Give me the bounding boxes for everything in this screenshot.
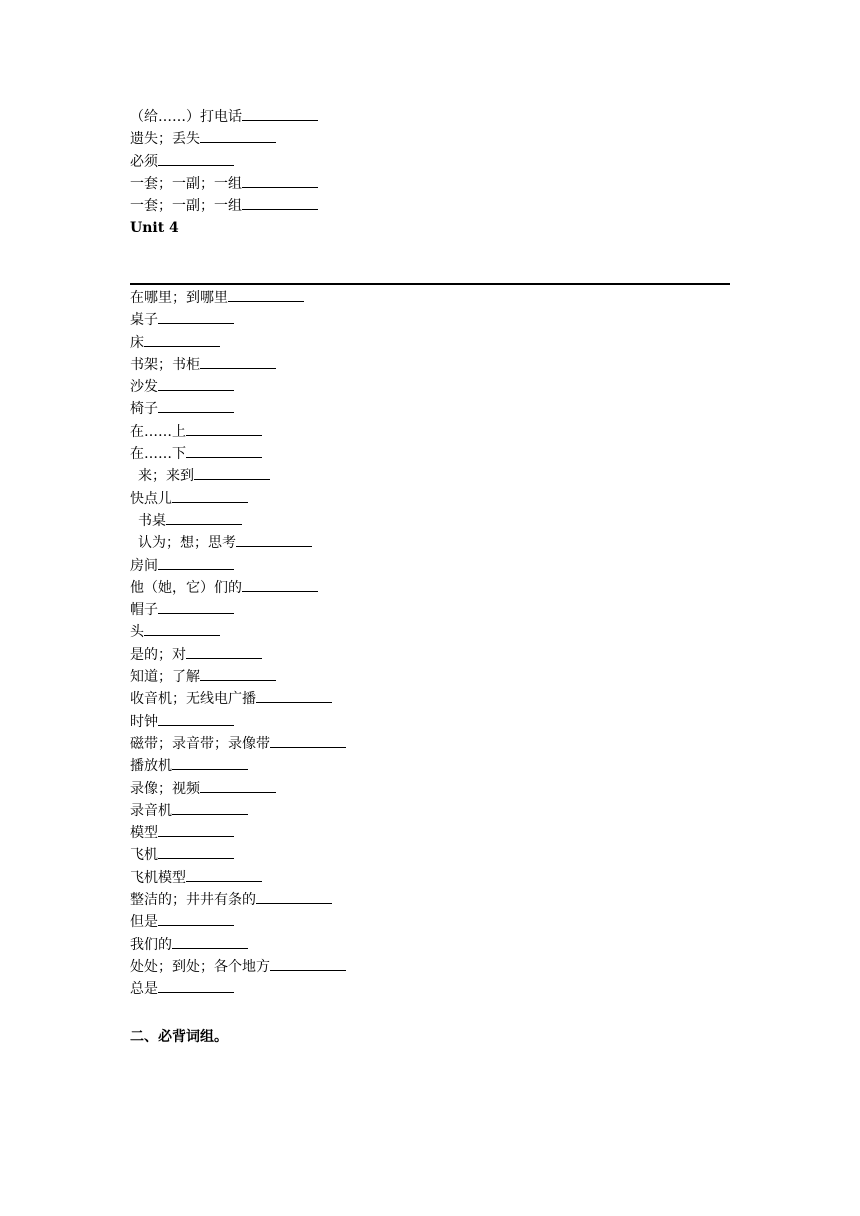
answer-blank[interactable]	[172, 489, 248, 503]
vocab-item: 床	[130, 332, 346, 354]
vocab-item: 遗失；丢失	[130, 128, 318, 150]
vocab-item: 知道；了解	[130, 666, 346, 688]
vocab-item: 书架；书柜	[130, 354, 346, 376]
vocab-item: 磁带；录音带；录像带	[130, 733, 346, 755]
vocab-item: 在哪里；到哪里	[130, 287, 346, 309]
answer-blank[interactable]	[166, 511, 242, 525]
answer-blank[interactable]	[172, 935, 248, 949]
vocab-item: 但是	[130, 911, 346, 933]
answer-blank[interactable]	[200, 779, 276, 793]
answer-blank[interactable]	[158, 152, 234, 166]
vocab-item: 一套；一副；一组	[130, 195, 318, 217]
vocab-item: 播放机	[130, 755, 346, 777]
answer-blank[interactable]	[158, 845, 234, 859]
answer-blank[interactable]	[186, 422, 262, 436]
section-heading: 二、必背词组。	[130, 1029, 228, 1045]
vocab-list-top	[130, 106, 318, 239]
vocab-item: 是的；对	[130, 644, 346, 666]
answer-blank[interactable]	[158, 600, 234, 614]
vocab-item: 房间	[130, 555, 346, 577]
answer-blank[interactable]	[270, 734, 346, 748]
vocab-item: 我们的	[130, 934, 346, 956]
answer-blank[interactable]	[242, 107, 318, 121]
vocab-item: 飞机模型	[130, 867, 346, 889]
vocab-item: 在……上	[130, 421, 346, 443]
vocab-item: 桌子	[130, 309, 346, 331]
answer-blank[interactable]	[158, 377, 234, 391]
vocab-item: 他（她，它）们的	[130, 577, 346, 599]
vocab-item: 沙发	[130, 376, 346, 398]
answer-blank[interactable]	[158, 979, 234, 993]
vocab-item: 录像；视频	[130, 778, 346, 800]
answer-blank[interactable]	[242, 174, 318, 188]
answer-blank[interactable]	[200, 667, 276, 681]
unit-heading: Unit 4	[130, 220, 179, 237]
vocab-list-unit4	[130, 287, 346, 1001]
answer-blank[interactable]	[200, 355, 276, 369]
answer-blank[interactable]	[186, 645, 262, 659]
answer-blank[interactable]	[228, 288, 304, 302]
answer-blank[interactable]	[256, 890, 332, 904]
vocab-item: （给……）打电话	[130, 106, 318, 128]
answer-blank[interactable]	[194, 466, 270, 480]
answer-blank[interactable]	[144, 622, 220, 636]
vocab-item: 时钟	[130, 711, 346, 733]
vocab-item: 收音机；无线电广播	[130, 688, 346, 710]
vocab-item: 模型	[130, 822, 346, 844]
answer-blank[interactable]	[158, 912, 234, 926]
vocab-item: 头	[130, 621, 346, 643]
vocab-item: 飞机	[130, 844, 346, 866]
vocab-item: 帽子	[130, 599, 346, 621]
answer-blank[interactable]	[144, 333, 220, 347]
answer-blank[interactable]	[158, 712, 234, 726]
answer-blank[interactable]	[270, 957, 346, 971]
answer-blank[interactable]	[158, 399, 234, 413]
answer-blank[interactable]	[186, 444, 262, 458]
vocab-item: 处处；到处；各个地方	[130, 956, 346, 978]
answer-blank[interactable]	[242, 578, 318, 592]
answer-blank[interactable]	[256, 689, 332, 703]
vocab-item: 在……下	[130, 443, 346, 465]
answer-blank[interactable]	[242, 196, 318, 210]
answer-blank[interactable]	[172, 801, 248, 815]
vocab-item: 认为；想；思考	[130, 532, 346, 554]
vocab-item: 必须	[130, 151, 318, 173]
answer-blank[interactable]	[158, 823, 234, 837]
section-divider	[130, 283, 730, 285]
answer-blank[interactable]	[236, 533, 312, 547]
vocab-item: 总是	[130, 978, 346, 1000]
vocab-item: 录音机	[130, 800, 346, 822]
answer-blank[interactable]	[200, 129, 276, 143]
vocab-item: 书桌	[130, 510, 346, 532]
vocab-item: 来；来到	[130, 465, 346, 487]
vocab-item: 整洁的；井井有条的	[130, 889, 346, 911]
vocab-item: 一套；一副；一组	[130, 173, 318, 195]
vocab-item: 快点儿	[130, 488, 346, 510]
answer-blank[interactable]	[158, 556, 234, 570]
answer-blank[interactable]	[186, 868, 262, 882]
answer-blank[interactable]	[172, 756, 248, 770]
answer-blank[interactable]	[158, 310, 234, 324]
vocab-item: 椅子	[130, 398, 346, 420]
